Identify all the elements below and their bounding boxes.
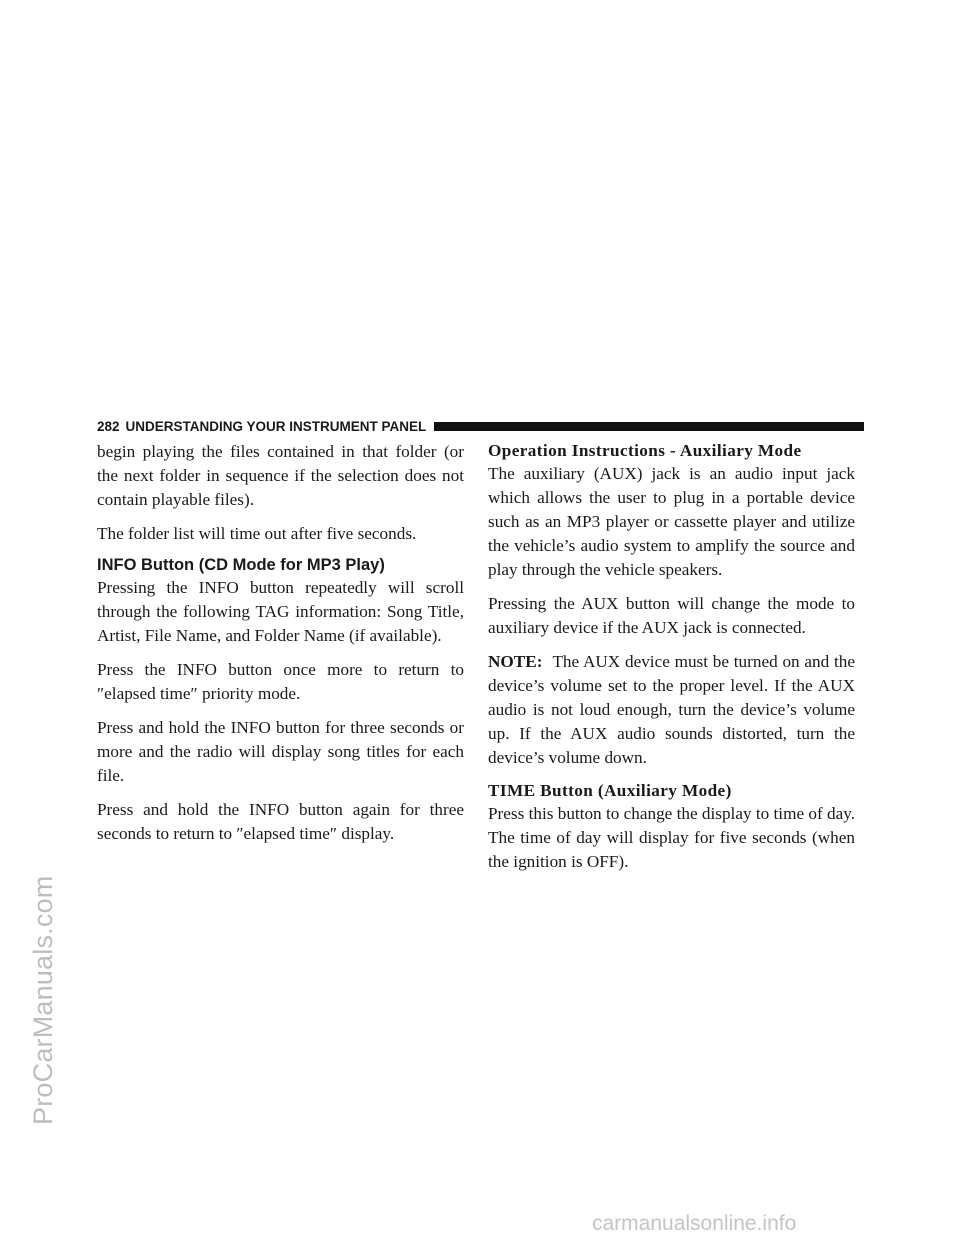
paragraph: Press and hold the INFO button for three seconds or more and the radio will display song titles for each file.: [97, 718, 464, 785]
paragraph: begin playing the files contained in that folder (or the next folder in sequence if the selection does not contain playable files).: [97, 442, 464, 509]
left-column: [97, 440, 464, 856]
paragraph: Press and hold the INFO button again for three seconds to return to ″elapsed time″ display.: [97, 800, 464, 843]
paragraph: The auxiliary (AUX) jack is an audio input jack which allows the user to plug in a portable device such as an MP3 player or cassette player and utilize the vehicle’s audio system to amplify the source and play through the vehicle speakers.: [488, 464, 855, 579]
section-title: UNDERSTANDING YOUR INSTRUMENT PANEL: [125, 418, 427, 434]
section-heading: Operation Instructions - Auxiliary Mode: [488, 441, 802, 460]
paragraph: The folder list will time out after five seconds.: [97, 524, 417, 543]
header-rule: [434, 422, 864, 431]
section-heading: TIME Button (Auxiliary Mode): [488, 781, 732, 800]
paragraph: Pressing the AUX button will change the mode to auxiliary device if the AUX jack is connected.: [488, 594, 855, 637]
right-column: [488, 440, 855, 884]
note-paragraph: [488, 650, 855, 770]
page-number: 282: [97, 418, 120, 434]
side-watermark: ProCarManuals.com: [28, 875, 58, 1125]
page-header: [97, 417, 864, 435]
paragraph: Press the INFO button once more to return to ″elapsed time″ priority mode.: [97, 660, 464, 703]
paragraph: Pressing the INFO button repeatedly will scroll through the following TAG information: Song Title, Artist, File Name, and Folder Name (if available).: [97, 578, 464, 645]
paragraph: Press this button to change the display to time of day. The time of day will display for five seconds (when the ignition is OFF).: [488, 804, 855, 871]
section-heading: INFO Button (CD Mode for MP3 Play): [97, 556, 385, 574]
note-label: NOTE:: [488, 652, 543, 671]
note-text: The AUX device must be turned on and the device’s volume set to the proper level. If the AUX audio is not loud enough, turn the device’s volume up. If the AUX audio sounds distorted, turn the device’s volume down.: [488, 652, 855, 767]
bottom-watermark: carmanualsonline.info: [592, 1212, 797, 1235]
